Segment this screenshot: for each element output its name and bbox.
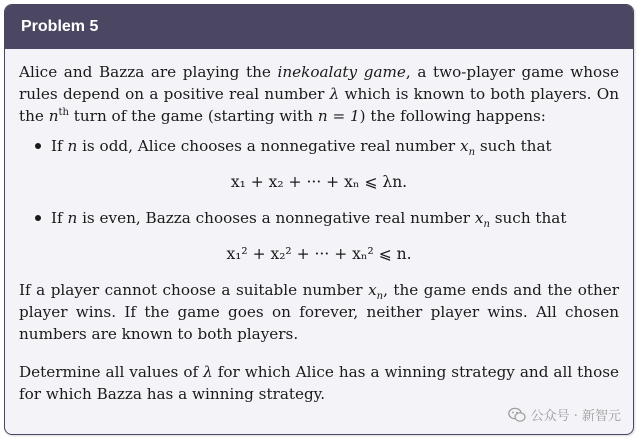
bullet-odd [19, 135, 619, 157]
th-superscript: th [58, 106, 69, 118]
bullet2-text-c: such that [489, 209, 567, 227]
bullet2-text-a: If [51, 209, 68, 227]
game-name: inekoalaty game [277, 63, 406, 81]
intro-text-5: ) the following happens: [359, 107, 546, 125]
para2-sub: n [376, 291, 384, 303]
intro-paragraph [19, 61, 619, 127]
problem-body [5, 49, 633, 405]
bullet2-text-b: is even, Bazza chooses a nonnegative real number [77, 209, 475, 227]
bullet1-n: n [67, 137, 78, 155]
lambda-symbol: λ [329, 85, 340, 103]
rules-paragraph [19, 279, 619, 345]
bullet-even [19, 207, 619, 229]
bullet1-text-b: is odd, Alice chooses a nonnegative real number [77, 137, 461, 155]
question-paragraph [19, 361, 619, 405]
n-symbol: n [48, 107, 59, 125]
para2-x: x [368, 281, 377, 299]
intro-text-2: , a two-player game whose rules depend on a positive real number [19, 63, 619, 103]
formula-alice: x₁ + x₂ + ··· + xₙ ⩽ λn. [230, 173, 408, 191]
para3-text-b: for which Alice has a winning strategy and all those for which Bazza has a winning strategy. [19, 363, 619, 403]
watermark-text: 公众号 · 新智元 [530, 409, 621, 424]
intro-text-3: which is known to both players. On the [19, 85, 619, 125]
para2-text-a: If a player cannot choose a suitable number [19, 281, 369, 299]
para2-text-b: , the game ends and the other player wins. If the game goes on forever, neither player wins. All chosen numbers are known to both players. [19, 281, 619, 343]
problem-card [4, 4, 634, 435]
formula-bazza: x₁² + x₂² + ··· + xₙ² ⩽ n. [226, 245, 412, 263]
bullet1-text-c: such that [475, 137, 552, 155]
para3-text-a: Determine all values of [19, 363, 204, 381]
bullet1-text-a: If [51, 137, 68, 155]
bullet2-n: n [67, 209, 78, 227]
watermark [508, 405, 621, 424]
intro-text-4: turn of the game (starting with [68, 107, 318, 125]
bullet1-x: x [460, 137, 469, 155]
wechat-icon [508, 407, 526, 423]
n-equals-one: n = 1 [317, 107, 360, 125]
para3-lambda: λ [203, 363, 213, 381]
bullet1-sub: n [468, 147, 476, 159]
problem-title: Problem 5 [5, 5, 633, 49]
bullet-dot [35, 215, 41, 221]
bullet2-x: x [474, 209, 484, 227]
bullet-dot [35, 143, 41, 149]
bullet2-sub: n [483, 219, 490, 231]
intro-text-1: Alice and Bazza are playing the [19, 63, 278, 81]
